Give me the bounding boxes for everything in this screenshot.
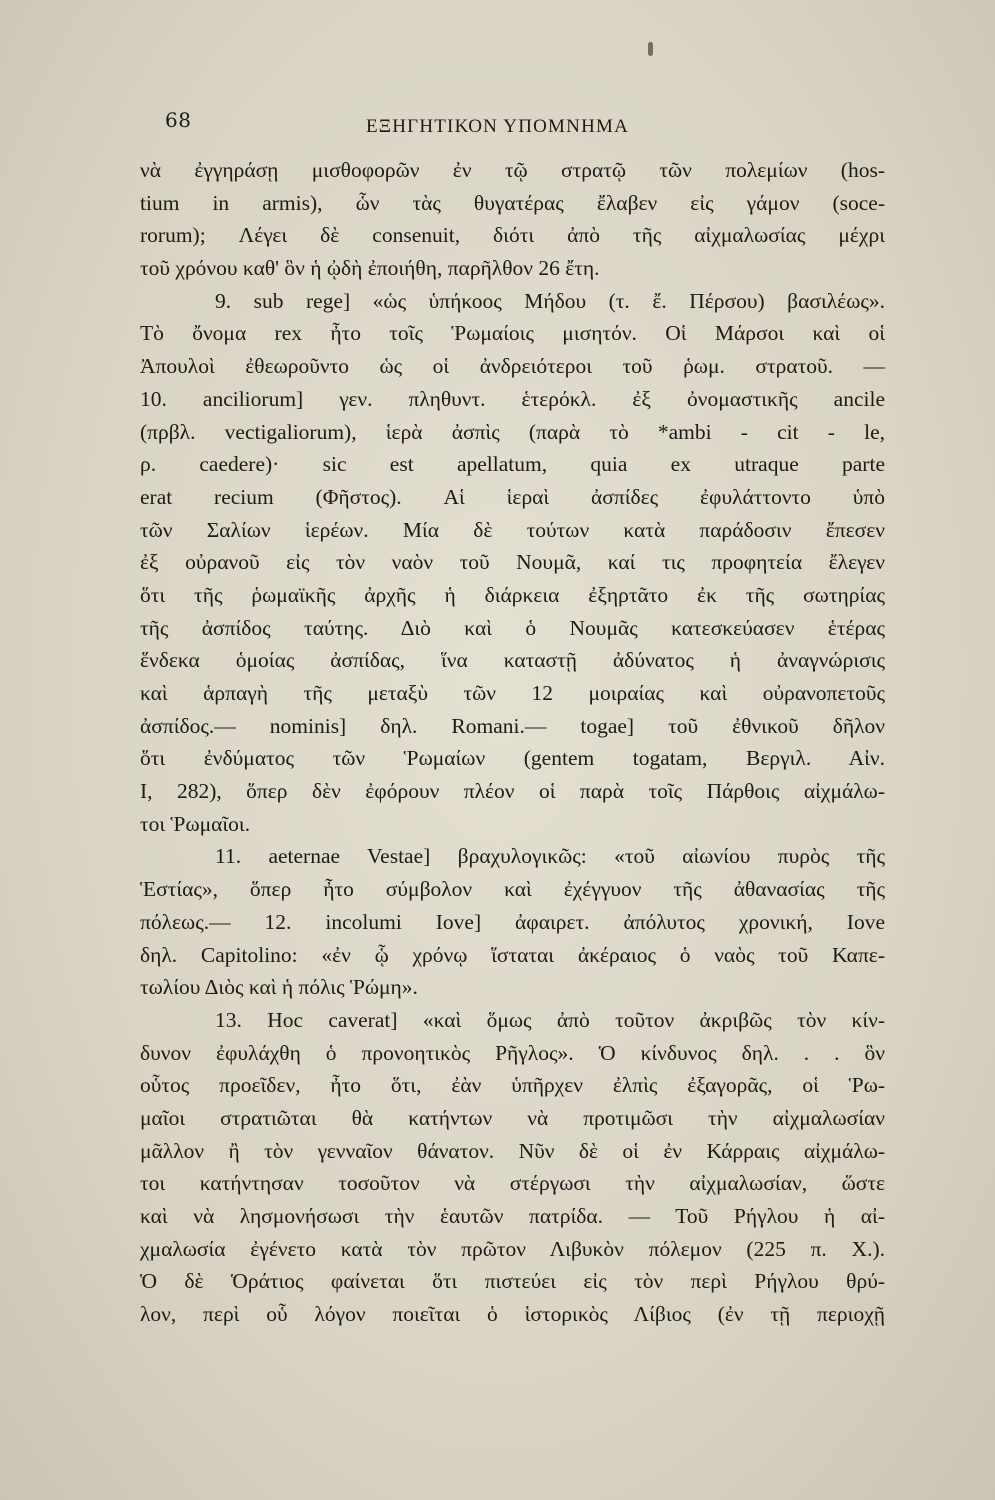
text-line: ἐξ οὐρανοῦ εἰς τὸν ναὸν τοῦ Νουμᾶ, καί τις προφητεία ἔλεγεν bbox=[140, 550, 885, 575]
text-line: Ὁ δὲ Ὁράτιος φαίνεται ὅτι πιστεύει εἰς τὸν περὶ Ρήγλου θρύ- bbox=[140, 1269, 885, 1294]
text-line: ἀσπίδος.— nominis] δηλ. Romani.— togae] τοῦ ἐθνικοῦ δῆλον bbox=[140, 713, 885, 738]
text-line: μᾶλλον ἢ τὸν γενναῖον θάνατον. Νῦν δὲ οἱ ἐν Κάρραις αἰχμάλω- bbox=[140, 1138, 885, 1163]
commentary-text bbox=[140, 154, 885, 1331]
text-line: δηλ. Capitolino: «ἐν ᾧ χρόνῳ ἵσταται ἀκέραιος ὁ ναὸς τοῦ Καπε- bbox=[140, 942, 885, 967]
ink-mark bbox=[648, 42, 653, 56]
text-line: I, 282), ὅπερ δὲν ἐφόρουν πλέον οἱ παρὰ τοῖς Πάρθοις αἰχμάλω- bbox=[140, 779, 885, 804]
text-line: 9. sub rege] «ὡς ὑπήκοος Μήδου (τ. ἔ. Πέρσου) βασιλέως». bbox=[215, 288, 885, 313]
text-line: ἕνδεκα ὁμοίας ἀσπίδας, ἵνα καταστῇ ἀδύνατος ἡ ἀναγνώρισις bbox=[140, 648, 885, 673]
text-line: tium in armis), ὧν τὰς θυγατέρας ἔλαβεν εἰς γάμον (soce- bbox=[140, 190, 885, 215]
running-head: ΕΞΗΓΗΤΙΚΟΝ ΥΠΟΜΝΗΜΑ bbox=[366, 116, 629, 137]
text-line: ὅτι ἐνδύματος τῶν Ῥωμαίων (gentem togatam, Βεργιλ. Αἰν. bbox=[140, 746, 885, 771]
text-line: τοι Ῥωμαῖοι. bbox=[140, 811, 251, 836]
page-number: 68 bbox=[165, 108, 192, 132]
text-line: τῆς ἀσπίδος ταύτης. Διὸ καὶ ὁ Νουμᾶς κατεσκεύασεν ἑτέρας bbox=[140, 615, 885, 640]
text-line: 10. anciliorum] γεν. πληθυντ. ἑτερόκλ. ἐξ ὀνομαστικῆς ancile bbox=[140, 386, 885, 411]
text-line: Τὸ ὄνομα rex ἦτο τοῖς Ῥωμαίοις μισητόν. Οἱ Μάρσοι καὶ οἱ bbox=[140, 321, 885, 346]
text-line: Ἑστίας», ὅπερ ἦτο σύμβολον καὶ ἐχέγγυον τῆς ἀθανασίας τῆς bbox=[140, 877, 885, 902]
text-line: 13. Hoc caverat] «καὶ ὅμως ἀπὸ τοῦτον ἀκριβῶς τὸν κίν- bbox=[215, 1007, 885, 1032]
text-line: τοῦ χρόνου καθ' ὃν ἡ ᾠδὴ ἐποιήθη, παρῆλθον 26 ἔτη. bbox=[140, 256, 600, 281]
text-line: καὶ νὰ λησμονήσωσι τὴν ἑαυτῶν πατρίδα. — Τοῦ Ρήγλου ἡ αἰ- bbox=[140, 1204, 885, 1228]
text-line: τοι κατήντησαν τοσοῦτον νὰ στέργωσι τὴν αἰχμαλωσίαν, ὥστε bbox=[140, 1171, 885, 1196]
text-line: νὰ ἐγγηράσῃ μισθοφορῶν ἐν τῷ στρατῷ τῶν πολεμίων (hos- bbox=[140, 158, 885, 182]
text-line: ὅτι τῆς ῥωμαϊκῆς ἀρχῆς ἡ διάρκεια ἐξηρτᾶτο ἐκ τῆς σωτηρίας bbox=[140, 582, 885, 607]
text-line: δυνον ἐφυλάχθη ὁ προνοητικὸς Ρῆγλος». Ὁ κίνδυνος δηλ. . . ὃν bbox=[140, 1040, 885, 1065]
text-line: erat recium (Φῆστος). Αἱ ἱεραὶ ἀσπίδες ἐφυλάττοντο ὑπὸ bbox=[140, 484, 885, 509]
text-line: χμαλωσία ἐγένετο κατὰ τὸν πρῶτον Λιβυκὸν πόλεμον (225 π. Χ.). bbox=[140, 1236, 885, 1261]
text-line: οὗτος προεῖδεν, ἦτο ὅτι, ἐὰν ὑπῆρχεν ἐλπὶς ἐξαγορᾶς, οἱ Ῥω- bbox=[140, 1073, 885, 1098]
text-line: τωλίου Διὸς καὶ ἡ πόλις Ῥώμη». bbox=[140, 975, 418, 1000]
text-line: ρ. caedere)· sic est apellatum, quia ex utraque parte bbox=[140, 452, 885, 477]
text-line: Ἀπουλοὶ ἐθεωροῦντο ὡς οἱ ἀνδρειότεροι τοῦ ῥωμ. στρατοῦ. — bbox=[140, 354, 885, 379]
text-line: πόλεως.— 12. incolumi Iove] ἀφαιρετ. ἀπόλυτος χρονική, Iove bbox=[140, 909, 885, 934]
page-header bbox=[0, 108, 995, 142]
text-line: rorum); Λέγει δὲ consenuit, διότι ἀπὸ τῆς αἰχμαλωσίας μέχρι bbox=[140, 223, 885, 248]
text-line: μαῖοι στρατιῶται θὰ κατήντων νὰ προτιμῶσι τὴν αἰχμαλωσίαν bbox=[140, 1105, 885, 1130]
text-line: (πρβλ. vectigaliorum), ἱερὰ ἀσπὶς (παρὰ τὸ *ambi - cit - le, bbox=[140, 419, 885, 444]
text-line: λον, περὶ οὗ λόγον ποιεῖται ὁ ἱστορικὸς Λίβιος (ἐν τῇ περιοχῇ bbox=[140, 1302, 885, 1327]
text-line: καὶ ἁρπαγὴ τῆς μεταξὺ τῶν 12 μοιραίας καὶ οὐρανοπετοῦς bbox=[140, 681, 885, 705]
text-line: 11. aeternae Vestae] βραχυλογικῶς: «τοῦ αἰωνίου πυρὸς τῆς bbox=[215, 844, 885, 869]
text-line: τῶν Σαλίων ἱερέων. Μία δὲ τούτων κατὰ παράδοσιν ἔπεσεν bbox=[140, 517, 885, 542]
